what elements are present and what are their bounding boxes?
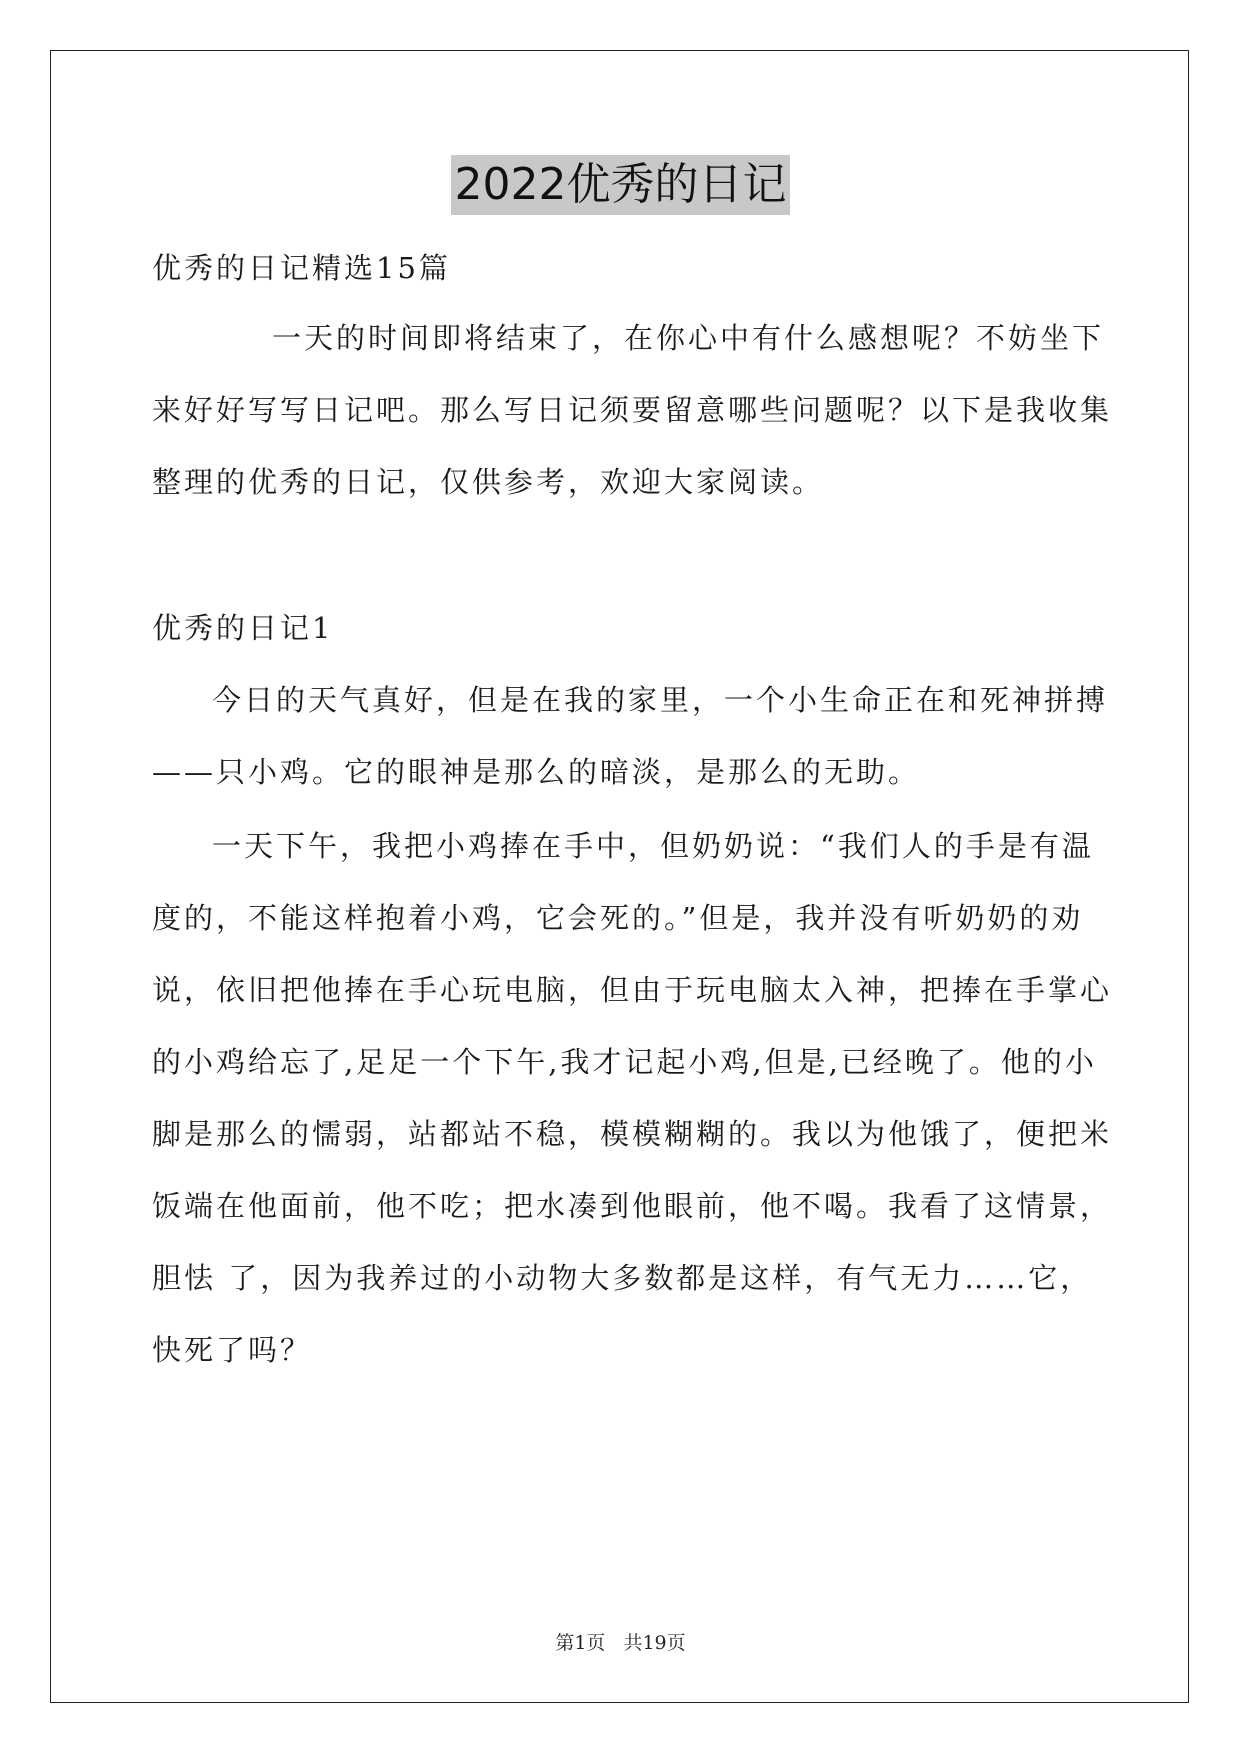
document-subtitle: 优秀的日记精选15篇 (152, 251, 451, 285)
page-total: 共19页 (623, 1632, 686, 1654)
paragraph-line: 脚是那么的懦弱，站都站不稳，模模糊糊的。我以为他饿了，便把米 (152, 1117, 1113, 1151)
paragraph-line: 度的，不能这样抱着小鸡，它会死的。”但是，我并没有听奶奶的劝 (152, 901, 1084, 935)
paragraph-line: 饭端在他面前，他不吃；把水凑到他眼前，他不喝。我看了这情景， (152, 1189, 1113, 1223)
intro-line: 一天的时间即将结束了，在你心中有什么感想呢？不妨坐下 (272, 321, 1105, 355)
page-number: 第1页 (555, 1632, 606, 1654)
paragraph-line: 今日的天气真好，但是在我的家里，一个小生命正在和死神拼搏 (212, 683, 1109, 717)
title-container (0, 155, 1241, 215)
paragraph-line: 说，依旧把他捧在手心玩电脑，但由于玩电脑太入神，把捧在手掌心 (152, 973, 1113, 1007)
section-heading: 优秀的日记1 (152, 611, 334, 645)
paragraph-line: 一天下午，我把小鸡捧在手中，但奶奶说：“我们人的手是有温 (212, 829, 1094, 863)
paragraph-line: 快死了吗？ (152, 1333, 313, 1367)
intro-line: 来好好写写日记吧。那么写日记须要留意哪些问题呢？以下是我收集 (152, 393, 1113, 427)
paragraph-line: 胆怯 了，因为我养过的小动物大多数都是这样，有气无力……它， (152, 1261, 1093, 1295)
document-title: 2022优秀的日记 (451, 155, 791, 215)
page-footer (0, 1628, 1241, 1655)
page-border (50, 50, 1189, 1703)
paragraph-line: ——只小鸡。它的眼神是那么的暗淡，是那么的无助。 (152, 755, 921, 789)
intro-line: 整理的优秀的日记，仅供参考，欢迎大家阅读。 (152, 465, 825, 499)
paragraph-line: 的小鸡给忘了,足足一个下午,我才记起小鸡,但是,已经晚了。他的小 (152, 1045, 1097, 1079)
